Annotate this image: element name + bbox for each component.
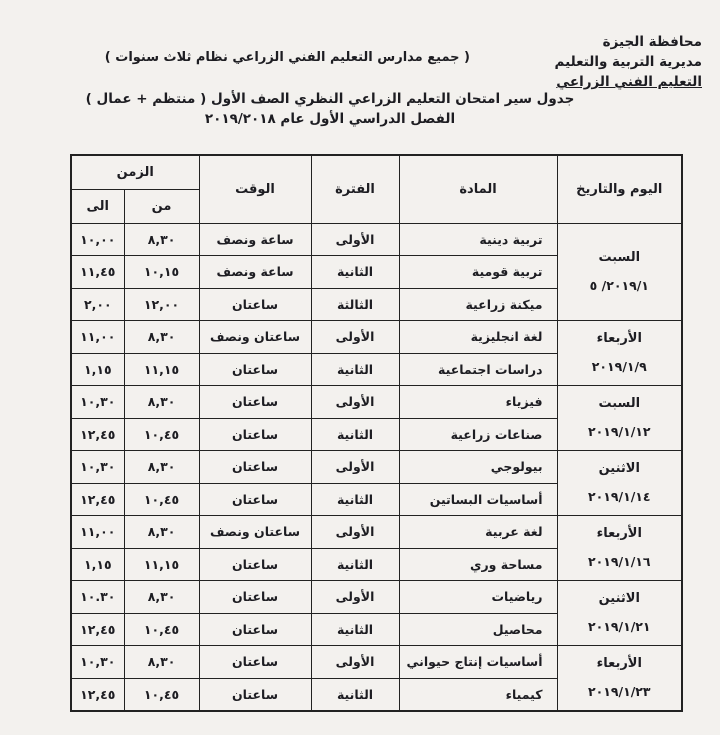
period-cell: الأولى [311,646,399,679]
table-row [71,516,682,549]
to-time-cell: ١٢,٤٥ [71,613,124,646]
header-time: الزمن [71,155,199,189]
duration-cell: ساعة ونصف [199,256,311,289]
table-row [71,581,682,614]
duration-cell: ساعتان [199,646,311,679]
subject-cell: ميكنة زراعية [399,288,557,321]
from-time-cell: ١٠,٤٥ [124,483,199,516]
header-period: الفترة [311,155,399,223]
to-time-cell: ١١,٠٠ [71,516,124,549]
from-time-cell: ٨,٣٠ [124,223,199,256]
header-day-date: اليوم والتاريخ [557,155,682,223]
to-time-cell: ١١,٤٥ [71,256,124,289]
day-name: الاثنين [598,591,640,606]
to-time-cell: ١٠,٠٠ [71,223,124,256]
from-time-cell: ٨,٣٠ [124,386,199,419]
to-time-cell: ١١,٠٠ [71,321,124,354]
header-subject: المادة [399,155,557,223]
header-from: من [124,189,199,223]
duration-cell: ساعتان [199,483,311,516]
exam-date: ٢٠١٩/١/٢١ [587,619,651,634]
table-row [71,386,682,419]
exam-date: ٢٠١٩/١/١٦ [587,554,651,569]
subject-cell: أساسيات البساتين [399,483,557,516]
duration-cell: ساعتان [199,288,311,321]
duration-cell: ساعتان ونصف [199,321,311,354]
department-label: التعليم الفني الزراعي [556,74,702,90]
table-row [71,646,682,679]
period-cell: الثانية [311,353,399,386]
header-duration: الوقت [199,155,311,223]
period-cell: الأولى [311,451,399,484]
period-cell: الثانية [311,256,399,289]
scope-note: ( جميع مدارس التعليم الفني الزراعي نظام ثلاث سنوات ) [104,50,470,65]
duration-cell: ساعتان ونصف [199,516,311,549]
show-through-text [140,8,580,28]
period-cell: الثالثة [311,288,399,321]
duration-cell: ساعتان [199,678,311,711]
subject-cell: فيزياء [399,386,557,419]
from-time-cell: ١١,١٥ [124,548,199,581]
period-cell: الثانية [311,613,399,646]
from-time-cell: ١٠,٤٥ [124,418,199,451]
from-time-cell: ٨,٣٠ [124,321,199,354]
to-time-cell: ٢,٠٠ [71,288,124,321]
to-time-cell: ١٠.٣٠ [71,581,124,614]
document-title-block [60,89,600,129]
to-time-cell: ١٠,٣٠ [71,386,124,419]
period-cell: الأولى [311,223,399,256]
governorate-label: محافظة الجيزة [602,34,702,50]
duration-cell: ساعتان [199,418,311,451]
header-to: الى [71,189,124,223]
to-time-cell: ١٠,٣٠ [71,646,124,679]
from-time-cell: ١١,١٥ [124,353,199,386]
exam-date: ٢٠١٩/١/٩ [591,359,647,374]
to-time-cell: ١٠,٣٠ [71,451,124,484]
from-time-cell: ١٠,٤٥ [124,678,199,711]
directorate-label: مديرية التربية والتعليم [554,54,702,70]
day-date-cell [557,321,682,386]
table-row [71,321,682,354]
subject-cell: محاصيل [399,613,557,646]
day-date-cell [557,451,682,516]
from-time-cell: ١٠,١٥ [124,256,199,289]
to-time-cell: ١٢,٤٥ [71,483,124,516]
subject-cell: دراسات اجتماعية [399,353,557,386]
duration-cell: ساعتان [199,353,311,386]
day-date-cell [557,581,682,646]
to-time-cell: ١٢,٤٥ [71,418,124,451]
period-cell: الثانية [311,548,399,581]
subject-cell: أساسيات إنتاج حيواني [399,646,557,679]
day-name: الأربعاء [596,526,642,541]
from-time-cell: ٨,٣٠ [124,451,199,484]
term-subtitle: الفصل الدراسي الأول عام ٢٠١٩/٢٠١٨ [204,111,456,127]
day-name: الاثنين [598,461,640,476]
from-time-cell: ٨,٣٠ [124,646,199,679]
duration-cell: ساعتان [199,386,311,419]
subject-cell: بيولوجي [399,451,557,484]
day-date-cell [557,386,682,451]
subject-cell: رياضيات [399,581,557,614]
period-cell: الثانية [311,483,399,516]
day-name: الأربعاء [596,656,642,671]
to-time-cell: ١,١٥ [71,548,124,581]
table-row [71,223,682,256]
day-name: السبت [598,396,641,411]
day-date-cell [557,223,682,321]
schedule-body [71,223,682,711]
duration-cell: ساعتان [199,613,311,646]
exam-date: ٢٠١٩/١/٢٣ [587,684,651,699]
subject-cell: مساحة وري [399,548,557,581]
to-time-cell: ١,١٥ [71,353,124,386]
subject-cell: صناعات زراعية [399,418,557,451]
period-cell: الأولى [311,386,399,419]
document-title: جدول سير امتحان التعليم الزراعي النظري الصف الأول ( منتظم + عمال ) [85,91,575,107]
duration-cell: ساعتان [199,451,311,484]
from-time-cell: ١٢,٠٠ [124,288,199,321]
duration-cell: ساعتان [199,581,311,614]
day-name: الأربعاء [596,331,642,346]
exam-date: ٢٠١٩/١/١٤ [587,489,651,504]
subject-cell: لغة انجليزية [399,321,557,354]
from-time-cell: ٨,٣٠ [124,581,199,614]
subject-cell: كيمياء [399,678,557,711]
period-cell: الأولى [311,321,399,354]
day-date-cell [557,516,682,581]
exam-date: ٢٠١٩/١/١٢ [587,424,651,439]
to-time-cell: ١٢,٤٥ [71,678,124,711]
period-cell: الثانية [311,678,399,711]
day-date-cell [557,646,682,712]
exam-date: ٢٠١٩/١/ ٥ [589,277,649,293]
issuer-block [512,32,702,92]
exam-schedule-table [70,154,683,712]
period-cell: الثانية [311,418,399,451]
period-cell: الأولى [311,516,399,549]
day-name: السبت [598,249,641,265]
period-cell: الأولى [311,581,399,614]
duration-cell: ساعة ونصف [199,223,311,256]
subject-cell: لغة عربية [399,516,557,549]
from-time-cell: ٨,٣٠ [124,516,199,549]
duration-cell: ساعتان [199,548,311,581]
subject-cell: تربية قومية [399,256,557,289]
from-time-cell: ١٠,٤٥ [124,613,199,646]
subject-cell: تربية دينية [399,223,557,256]
table-row [71,451,682,484]
